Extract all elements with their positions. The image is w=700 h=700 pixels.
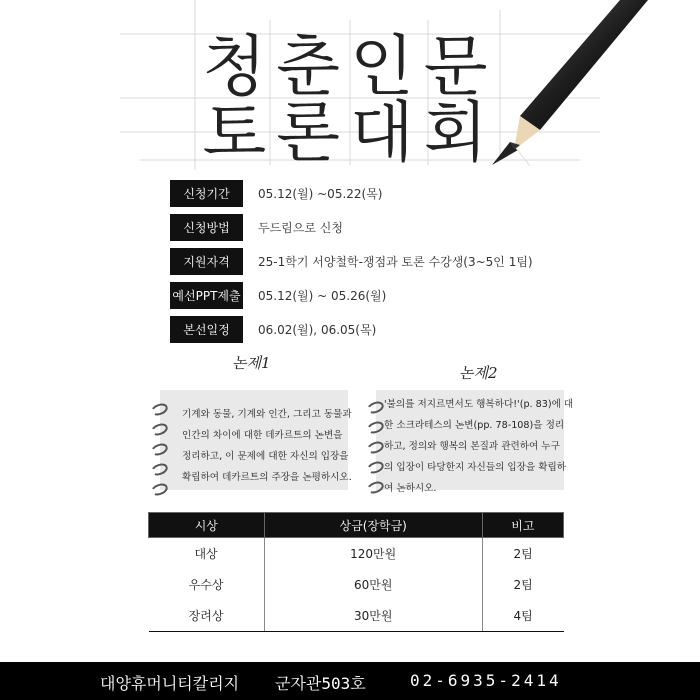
footer-bar (0, 662, 700, 700)
location: 군자관503호 (275, 674, 366, 693)
info-value: 05.12(월) ~ 05.26(월) (258, 289, 387, 303)
title-line-2: 토론대회 (202, 94, 498, 171)
award-amount: 30만원 (264, 600, 482, 632)
column-header: 비고 (482, 513, 563, 538)
column-header: 상금(장학금) (264, 513, 482, 538)
pencil-icon (470, 0, 700, 180)
award-teams: 2팀 (482, 569, 563, 600)
award-name: 대상 (194, 547, 218, 561)
award-amount: 120만원 (264, 538, 482, 570)
topic-1-note (160, 390, 352, 490)
info-row-period (170, 180, 533, 207)
topic-2-title: 논제2 (459, 364, 498, 382)
award-amount: 60만원 (264, 569, 482, 600)
info-value: 25-1학기 서양철학-쟁점과 토론 수강생(3~5인 1팀) (258, 255, 533, 269)
college-name: 대양휴머니티칼리지 (100, 674, 240, 693)
topic-1-line: 기계와 동물, 기계와 인간, 그리고 동물과 (182, 409, 352, 420)
notebook-rings (151, 404, 168, 504)
table-row (149, 569, 564, 600)
column-header: 시상 (149, 513, 265, 538)
prize-table-header (149, 513, 564, 538)
prize-table (148, 512, 564, 632)
info-value: 05.12(월) ~05.22(목) (258, 187, 383, 201)
table-row (149, 538, 564, 570)
topic-1-line: 정리하고, 이 문제에 대한 자신의 입장을 (182, 451, 349, 462)
topic-1-title: 논제1 (232, 354, 271, 372)
info-label: 본선일정 (170, 316, 243, 343)
topic-2-line: 하고, 정의와 행복의 본질과 관련하여 누구 (384, 441, 560, 452)
info-row-eligibility (170, 248, 533, 275)
topic-2-line: 여 논하시오. (384, 483, 437, 494)
topic-2-line: 한 소크라테스의 논변(pp. 78-108)을 정리 (384, 420, 565, 431)
notebook-rings (367, 402, 384, 502)
award-name: 장려상 (149, 600, 265, 632)
award-teams: 2팀 (482, 538, 563, 570)
topic-2-line: '불의를 저지르면서도 행복하다!'(p. 83)에 대 (384, 399, 574, 410)
info-row-ppt-submission (170, 282, 533, 309)
info-row-final-schedule (170, 316, 533, 343)
topic-2-note (376, 390, 574, 494)
info-label: 신청기간 (170, 180, 243, 207)
info-value: 06.02(월), 06.05(목) (258, 323, 377, 337)
topic-1-line: 인간의 차이에 대한 데카르트의 논변을 (182, 430, 343, 441)
info-row-method (170, 214, 533, 241)
award-teams: 4팀 (482, 600, 563, 632)
phone-number: 02-6935-2414 (410, 671, 562, 690)
award-name: 우수상 (188, 578, 224, 592)
topic-1-line: 확립하여 데카르트의 주장을 논평하시오. (182, 472, 352, 483)
table-row (149, 600, 564, 632)
info-label: 신청방법 (170, 214, 243, 241)
info-label: 예선PPT제출 (170, 282, 243, 309)
title-line-1: 청춘인문 (202, 28, 498, 105)
info-section (170, 180, 533, 350)
topic-2-line: 의 입장이 타당한지 자신들의 입장을 확립하 (384, 462, 567, 473)
info-value: 두드림으로 신청 (258, 221, 343, 235)
info-label: 지원자격 (170, 248, 243, 275)
